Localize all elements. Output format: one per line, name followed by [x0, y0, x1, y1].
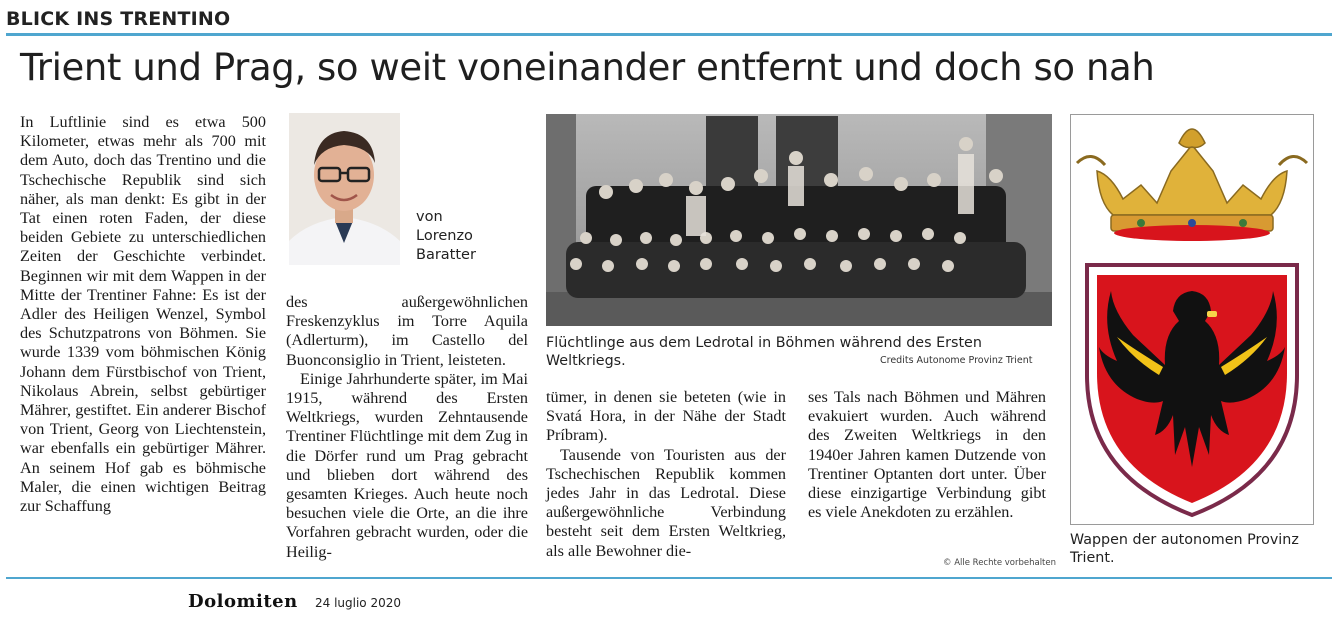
- paragraph: In Luftlinie sind es etwa 500 Kilometer, etwas mehr als 700 mit dem Auto, doch das Trentino und die Tschechische Republik sind sich näher, als man denkt: Es gibt in der Tat einen roten Faden, der diese beiden Gebiete zu unterschiedlichen Zeiten der Geschichte verbindet. Beginnen wir mit dem Wappen in der Mitte der Trentiner Fahne: Es ist der Adler des Heiligen Wenzel, Symbol des Schutzpatrons von Böhmen. Sie wurde 1339 vom böhmischen König Johann dem Fürstbischof von Trient, Nikolaus Abrein, selbst gebürtiger Mährer, gestiftet. Ein anderer Bischof von Trient, Georg von Liechtenstein, war ebenfalls ein gebürtiger Mährer. An seinem Hof gab es böhmische Maler, die einen wichtigen Beitrag zur Schaffung: [20, 113, 266, 516]
- bottom-rule: [6, 577, 1332, 579]
- article-column-3: [546, 388, 786, 561]
- headline: Trient und Prag, so weit voneinander entfernt und doch so nah: [20, 46, 1155, 89]
- author-portrait: [289, 113, 400, 265]
- portrait-image: [289, 113, 400, 265]
- byline: [416, 208, 476, 265]
- author-first-name: Lorenzo: [416, 228, 473, 244]
- paragraph: Einige Jahrhunderte später, im Mai 1915, während des Ersten Weltkriegs, wurden Zehntausende Trentiner Flüchtlinge mit dem Zug in die Dörfer rund um Prag gebracht und blieben dort während des gesamten Krieges. Auch heute noch besuchen viele die Orte, an die ihre Vorfahren gebracht wurden, oder die Heilig-: [286, 369, 528, 561]
- coat-of-arms-frame: [1070, 114, 1314, 525]
- article-column-1: [20, 113, 266, 516]
- paragraph: des außergewöhnlichen Freskenzyklus im Torre Aquila (Adlerturm), im Castello del Buonconsiglio in Trient, leisteten.: [286, 293, 528, 369]
- section-label: BLICK INS TRENTINO: [6, 8, 231, 30]
- rights-notice: © Alle Rechte vorbehalten: [943, 558, 1057, 568]
- coat-of-arms-caption: Wappen der autonomen Provinz Trient.: [1070, 532, 1299, 566]
- crown-icon: [1077, 129, 1307, 241]
- byline-prefix: von: [416, 209, 443, 225]
- photo-credit: Credits Autonome Provinz Trient: [880, 355, 1033, 366]
- article-column-4: [808, 388, 1046, 522]
- photo-image: [546, 114, 1052, 326]
- refugees-photo: [546, 114, 1052, 326]
- coat-of-arms-image: [1071, 115, 1313, 524]
- top-rule: [6, 33, 1332, 36]
- newspaper-brand: Dolomiten: [188, 591, 298, 612]
- author-last-name: Baratter: [416, 247, 476, 263]
- publication-date: 24 luglio 2020: [315, 596, 402, 610]
- paragraph: ses Tals nach Böhmen und Mähren evakuiert wurden. Auch während des Zweiten Weltkriegs in den 1940er Jahren kamen Dutzende von Trentiner Optanten dort unter. Über diese einzigartige Verbindung gibt es viele Anekdoten zu erzählen.: [808, 388, 1046, 522]
- photo-caption: Flüchtlinge aus dem Ledrotal in Böhmen während des Ersten Weltkriegs.: [546, 335, 982, 369]
- paragraph: tümer, in denen sie beteten (wie in Svatá Hora, in der Nähe der Stadt Príbram).: [546, 388, 786, 445]
- article-column-2: [286, 293, 528, 562]
- paragraph: Tausende von Touristen aus der Tschechischen Republik kommen jedes Jahr in das Ledrotal. Diese außergewöhnliche Verbindung besteht seit dem Ersten Weltkrieg, als alle Bewohner die-: [546, 445, 786, 560]
